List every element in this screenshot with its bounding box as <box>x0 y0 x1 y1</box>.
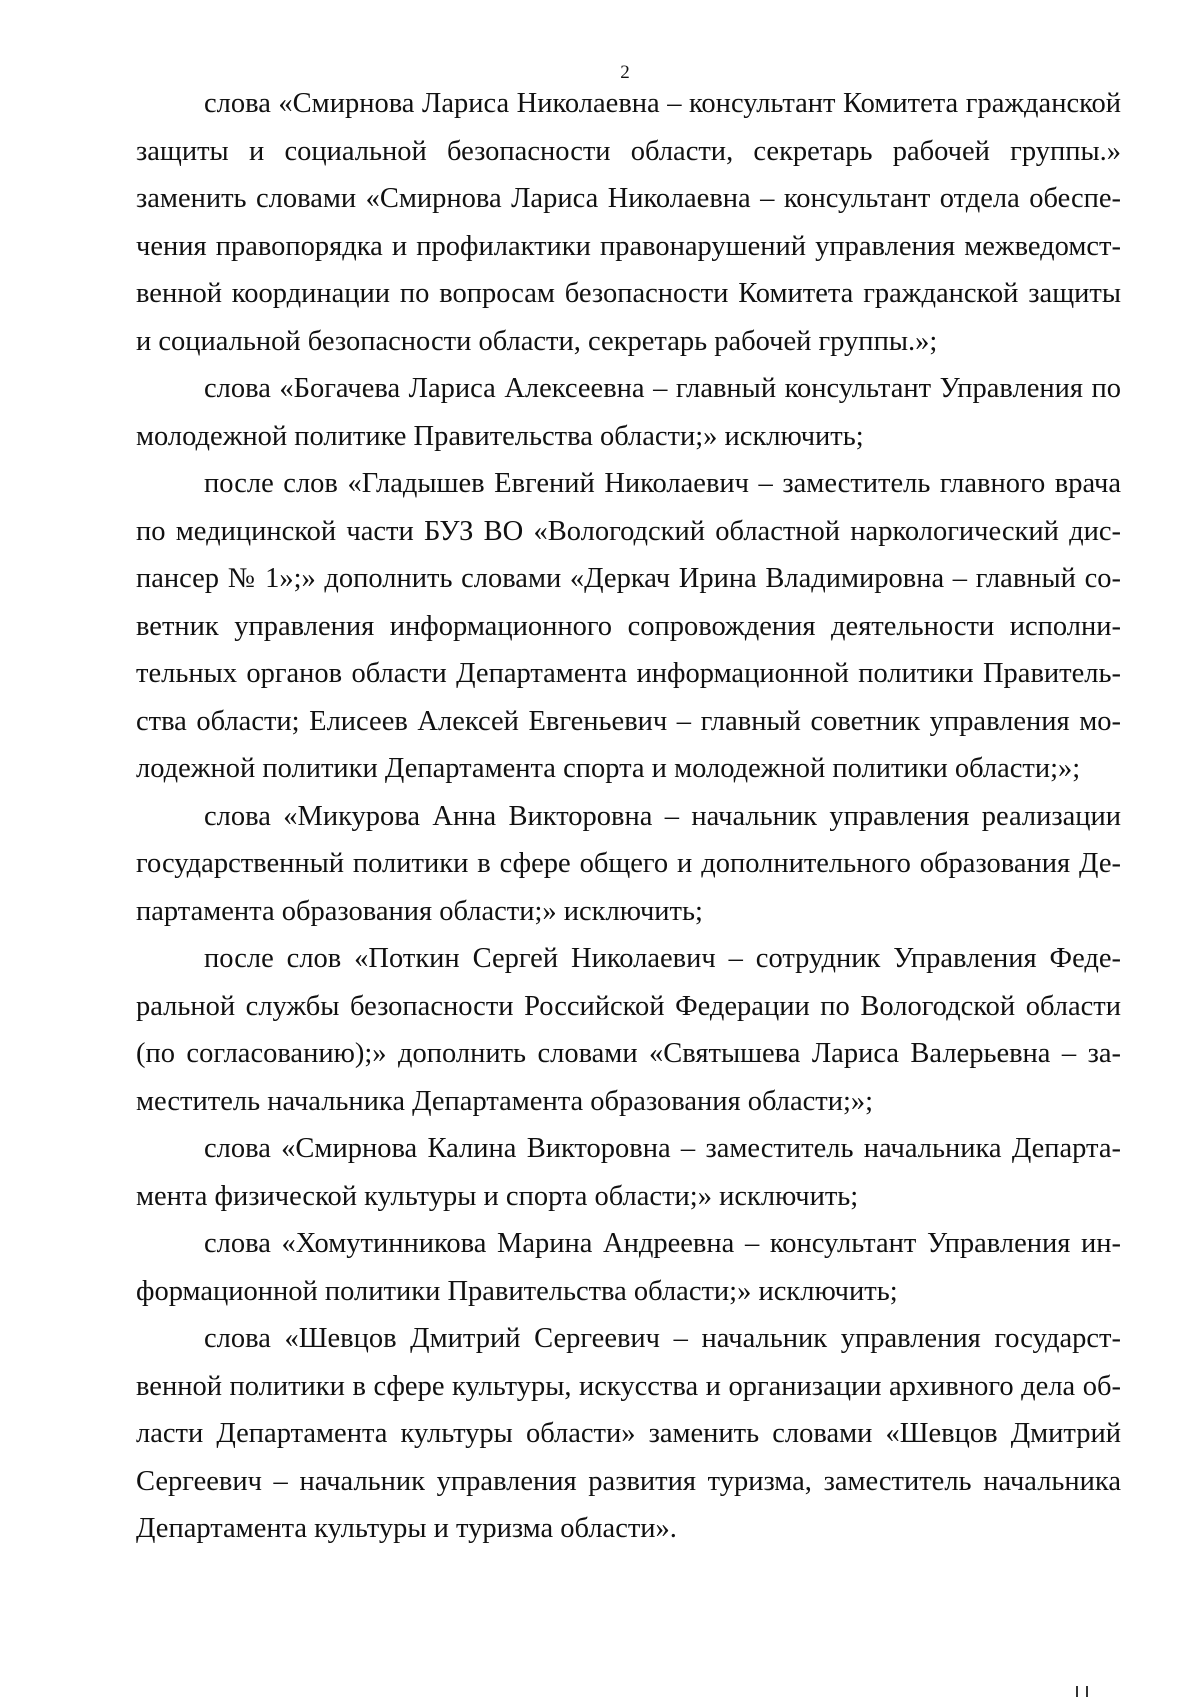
paragraph-khomutinnikova: слова «Хомутинникова Марина Андреевна – консультант Управления информационной политики Правительства области;» исключить; <box>136 1228 1121 1307</box>
paragraph-smirnova-larisa: слова «Смирнова Лариса Николаевна – консультант Комитета гражданской защиты и социальной безопасности области, секретарь рабочей группы.» заменить словами «Смирнова Лариса Николаевна – консультант отдела обеспечения правопорядка и профилактики правонарушений управления межведомственной координации по вопросам безопасности Комитета гражданской защиты и социальной безопасности области, секретарь рабочей группы.»; <box>136 88 1121 357</box>
paragraph-shevtsov: слова «Шевцов Дмитрий Сергеевич – начальник управления государственной политики в сфере культуры, искусства и организации архивного дела области Департамента культуры области» заменить словами «Шевцов Дмитрий Сергеевич – начальник управления развития туризма, заместитель начальника Департамента культуры и туризма области». <box>136 1323 1121 1544</box>
scan-edge-mark <box>1070 1683 1100 1697</box>
paragraph-mikurova: слова «Микурова Анна Викторовна – начальник управления реализации государственный политики в сфере общего и дополнительного образования Департамента образования области;» исключить; <box>136 800 1121 927</box>
paragraph-potkin-addition: после слов «Поткин Сергей Николаевич – сотрудник Управления Федеральной службы безопасности Российской Федерации по Вологодской области (по согласованию);» дополнить словами «Святышева Лариса Валерьевна – заместитель начальника Департамента образования области;»; <box>136 943 1121 1117</box>
paragraph-smirnova-kalina: слова «Смирнова Калина Викторовна – заместитель начальника Департамента физической культуры и спорта области;» исключить; <box>136 1133 1121 1212</box>
page-number: 2 <box>620 62 630 83</box>
document-body <box>136 80 1121 1553</box>
paragraph-gladyshev-addition: после слов «Гладышев Евгений Николаевич – заместитель главного врача по медицинской части БУЗ ВО «Вологодский областной наркологический диспансер № 1»;» дополнить словами «Деркач Ирина Владимировна – главный советник управления информационного сопровождения деятельности исполнительных органов области Департамента информационной политики Правительства области; Елисеев Алексей Евгеньевич – главный советник управления молодежной политики Департамента спорта и молодежной политики области;»; <box>136 468 1121 784</box>
paragraph-bogacheva: слова «Богачева Лариса Алексеевна – главный консультант Управления по молодежной политике Правительства области;» исключить; <box>136 373 1121 452</box>
